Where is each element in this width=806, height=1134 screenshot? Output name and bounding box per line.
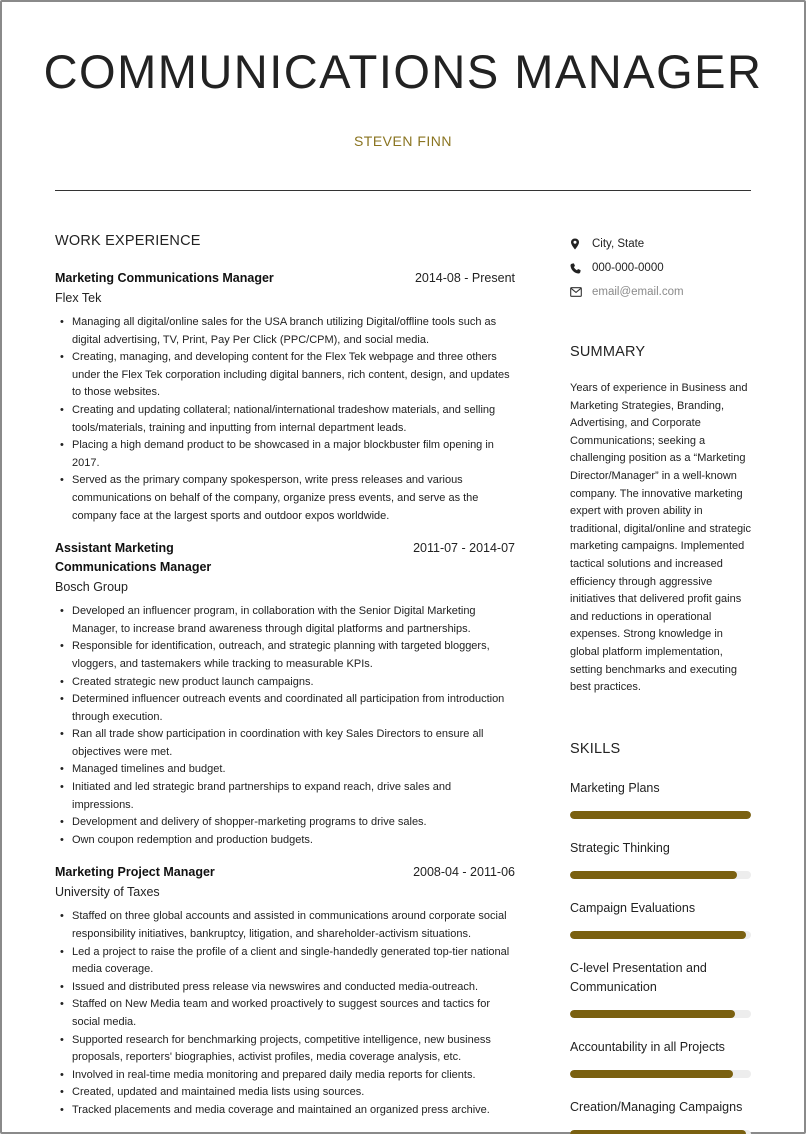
job-company: Bosch Group (55, 580, 128, 595)
job-title: Assistant Marketing Communications Manager (55, 541, 212, 575)
sidebar (570, 232, 751, 1134)
email-text[interactable]: email@email.com (592, 286, 684, 298)
job-title: Marketing Project Manager (55, 865, 215, 880)
skill-item (570, 899, 751, 939)
job-bullet: • Managing all digital/online sales for the USA branch utilizing Digital/offline tools such as digital advertising, TV, Print, Pay Per Click (PPC/CPM), and social media. (72, 314, 515, 349)
job-bullet: • Issued and distributed press release via newswires and conducted media-outreach. (72, 979, 515, 997)
skill-name: C-level Presentation and Communication (570, 960, 707, 994)
skill-level-fill (570, 1130, 746, 1134)
job-bullet: • Staffed on three global accounts and assisted in communications around corporate social responsibility initiatives, bankruptcy, litigation, and shareholder-activism situations. (72, 908, 515, 943)
job-entry (55, 863, 515, 1119)
skill-name: Strategic Thinking (570, 840, 670, 855)
summary-heading: SUMMARY (570, 344, 646, 360)
candidate-name: STEVEN FINN (353, 133, 453, 149)
skill-level-fill (570, 1070, 733, 1078)
job-bullet: • Development and delivery of shopper-marketing programs to drive sales. (72, 814, 515, 832)
job-bullet: • Supported research for benchmarking projects, competitive intelligence, new business proposals, reporters' biographies, activist profiles, media coverage analysis, etc. (72, 1032, 515, 1067)
resume-title: COMMUNICATIONS MANAGER (43, 45, 763, 98)
skill-level-fill (570, 931, 746, 939)
job-bullets (55, 908, 515, 1119)
job-bullet: • Created strategic new product launch campaigns. (72, 674, 515, 692)
job-bullets (55, 603, 515, 849)
work-experience-heading: WORK EXPERIENCE (55, 233, 201, 249)
job-bullet: • Served as the primary company spokesperson, write press releases and various communications on behalf of the company, organize press events, and serve as the company face at the largest sports and outdoor expos worldwide. (72, 472, 515, 525)
job-bullet: • Creating and updating collateral; national/international tradeshow materials, and selling tools/materials, training and inputting from internal department leads. (72, 402, 515, 437)
skill-level-fill (570, 1010, 735, 1018)
skill-item (570, 839, 751, 879)
skill-level-fill (570, 871, 737, 879)
map-pin-icon (570, 238, 592, 250)
job-entry (55, 539, 515, 849)
job-company: University of Taxes (55, 885, 160, 900)
skill-level-bar (570, 1130, 751, 1134)
job-bullet: • Involved in real-time media monitoring and prepared daily media reports for clients. (72, 1067, 515, 1085)
job-bullet: • Responsible for identification, outreach, and strategic planning with targeted bloggers, vloggers, and tastemakers while tracking to measurable KPIs. (72, 638, 515, 673)
contact-email[interactable] (570, 280, 751, 304)
skill-level-bar (570, 1070, 751, 1078)
envelope-icon (570, 287, 592, 297)
skill-level-bar (570, 871, 751, 879)
skill-name: Marketing Plans (570, 780, 660, 795)
skill-level-fill (570, 811, 751, 819)
job-dates: 2008-04 - 2011-06 (413, 865, 515, 880)
skills-heading: SKILLS (570, 740, 621, 757)
job-bullet: • Ran all trade show participation in coordination with key Sales Directors to ensure all objectives were met. (72, 726, 515, 761)
job-bullet: • Placing a high demand product to be showcased in a major blockbuster film opening in 2017. (72, 437, 515, 472)
job-bullet: • Initiated and led strategic brand partnerships to expand reach, drive sales and impressions. (72, 779, 515, 814)
job-bullet: • Creating, managing, and developing content for the Flex Tek webpage and three others under the Flex Tek corporation including digital banners, rich content, design, and updates to those websites. (72, 349, 515, 402)
job-bullets (55, 314, 515, 525)
location-text: City, State (592, 238, 645, 250)
job-title: Marketing Communications Manager (55, 271, 274, 285)
skill-item (570, 959, 751, 1018)
job-bullet: • Own coupon redemption and production budgets. (72, 832, 515, 850)
skill-level-bar (570, 811, 751, 819)
work-experience-section (55, 233, 515, 1120)
skill-item (570, 779, 751, 819)
contact-location (570, 232, 751, 256)
job-bullet: • Managed timelines and budget. (72, 761, 515, 779)
skill-name: Campaign Evaluations (570, 900, 696, 915)
skill-item (570, 1098, 751, 1134)
phone-text: 000-000-0000 (592, 262, 664, 274)
skill-name: Creation/Managing Campaigns (570, 1099, 743, 1114)
job-bullet: • Developed an influencer program, in collaboration with the Senior Digital Marketing Manager, to increase brand awareness through digital platforms and partnerships. (72, 603, 515, 638)
skills-list (570, 779, 751, 1134)
summary-text: Years of experience in Business and Marketing Strategies, Branding, Advertising, and Corporate Communications; seeking a challenging position as a “Marketing Director/Manager” in a well-known company. The innovative marketing expert with proven ability in traditional, digital/online and strategic marketing campaigns. Implemented tactical solutions and increased efficiency through aggressive initiatives that delivered profit gains and reductions in operational expenses. Strong knowledge in global platform implementation, setting benchmarks and executing best practices. (570, 382, 752, 694)
job-company: Flex Tek (55, 291, 102, 305)
job-bullet: • Determined influencer outreach events and coordinated all participation from introduction through execution. (72, 691, 515, 726)
job-bullet: • Tracked placements and media coverage and maintained an organized press archive. (72, 1102, 515, 1120)
job-dates: 2014-08 - Present (414, 271, 515, 285)
job-bullet: • Created, updated and maintained media lists using sources. (72, 1084, 515, 1102)
job-entry (55, 269, 515, 525)
skill-level-bar (570, 931, 751, 939)
skill-level-bar (570, 1010, 751, 1018)
phone-icon (570, 263, 592, 274)
job-bullet: • Staffed on New Media team and worked proactively to suggest sources and tactics for social media. (72, 996, 515, 1031)
header-divider (55, 190, 751, 191)
skill-name: Accountability in all Projects (570, 1039, 725, 1054)
skill-item (570, 1038, 751, 1078)
job-bullet: • Led a project to raise the profile of a client and single-handedly generated top-tier national media coverage. (72, 944, 515, 979)
contact-phone (570, 256, 751, 280)
job-dates: 2011-07 - 2014-07 (413, 541, 515, 556)
